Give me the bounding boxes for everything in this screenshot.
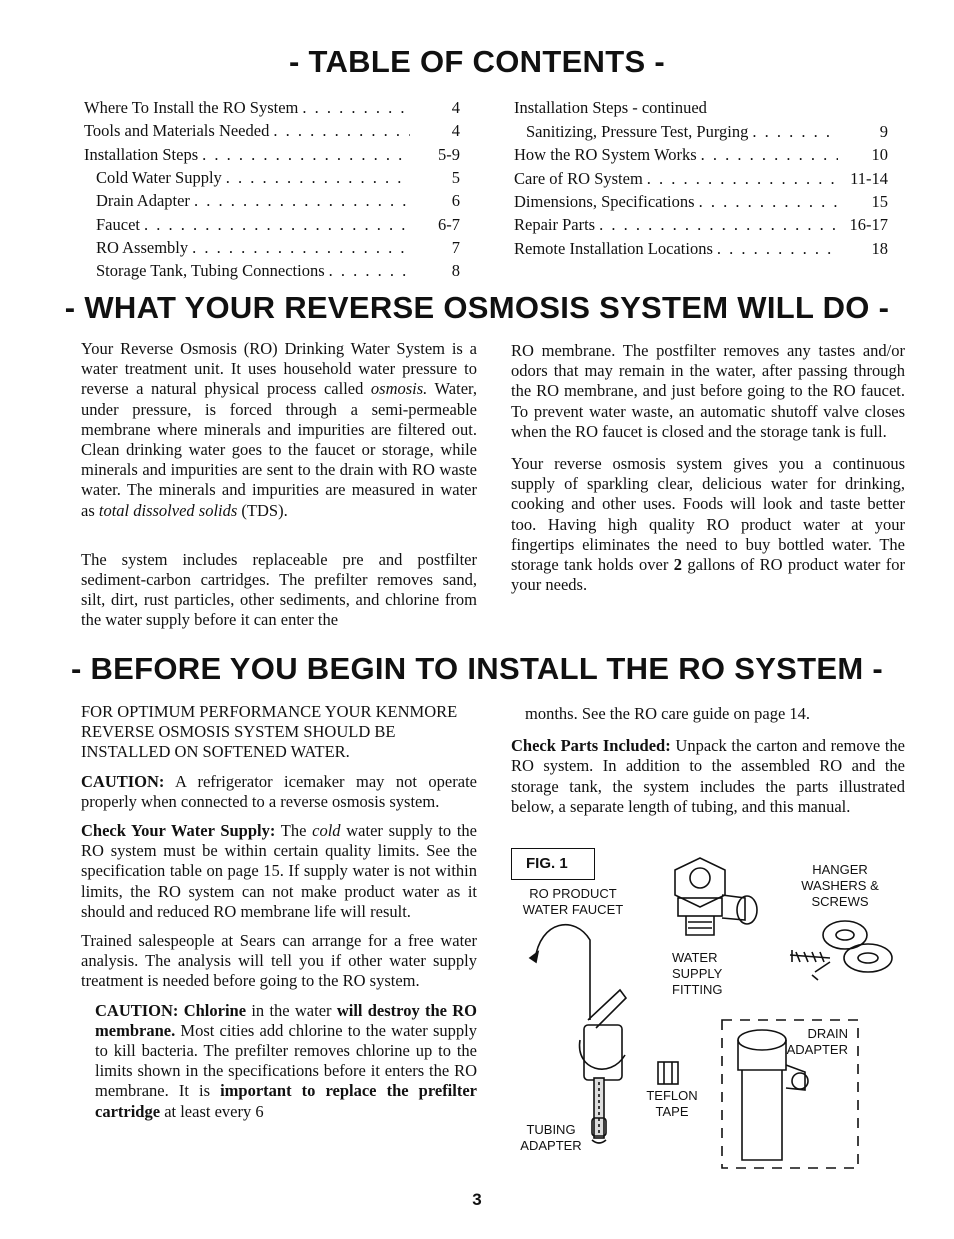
toc-entry-label: Faucet (96, 214, 140, 234)
before-paragraph-analysis: Trained salespeople at Sears can arrange for a free water analysis. The analysis will tell you if other water supply treatment is needed before going to the RO system. (81, 931, 477, 991)
toc-entry-label: Drain Adapter (96, 191, 190, 211)
toc-leader-dots (194, 189, 410, 212)
toc-entry-page: 6-7 (438, 214, 460, 234)
toc-leader-dots (599, 213, 838, 236)
toc-leader-dots (273, 119, 410, 142)
toc-entry-page: 18 (871, 238, 888, 258)
toc-leader-dots (699, 190, 838, 213)
before-paragraph-softened: FOR OPTIMUM PERFORMANCE YOUR KENMORE REVERSE OSMOSIS SYSTEM SHOULD BE INSTALLED ON SOFTENED WATER. (81, 702, 458, 762)
toc-entry-page: 16-17 (849, 215, 888, 235)
toc-entry-label: RO Assembly (96, 237, 189, 257)
toc-leader-dots (752, 120, 838, 143)
toc-entry-page: 4 (451, 121, 460, 141)
toc-entry-label: Sanitizing, Pressure Test, Purging (526, 122, 749, 141)
toc-entry (96, 236, 460, 259)
what-paragraph-4: Your reverse osmosis system gives you a continuous supply of sparkling clear, delicious water for drinking, cooking and other uses. Foods will look and taste better too. Having high quality RO product water at your fingertips eliminates the need to buy bottled water. The storage tank holds over 2 gallons of RO product water for your needs. (511, 454, 905, 595)
hanger-washers-screws-icon (790, 921, 892, 980)
toc-entry (96, 189, 460, 212)
toc-entry-label: Repair Parts (514, 215, 596, 235)
toc-entry-page: 5 (451, 167, 460, 187)
toc-right-header: Installation Steps - continued (514, 98, 707, 117)
toc-entry (514, 213, 888, 236)
label-tubing: TUBING ADAPTER (520, 1122, 582, 1153)
toc-entry (96, 259, 460, 282)
toc-entry-page: 10 (871, 145, 888, 165)
toc-entry (514, 167, 888, 190)
toc-entry-label: Cold Water Supply (96, 167, 222, 187)
drain-adapter-icon (722, 1020, 858, 1168)
toc-entry-page: 4 (451, 98, 460, 117)
toc-leader-dots (192, 236, 410, 259)
toc-entry-page: 6 (451, 191, 460, 211)
label-water-fitting: WATER SUPPLY FITTING (672, 950, 723, 997)
before-paragraph-check-parts: Check Parts Included: Unpack the carton and remove the RO system. In addition to the assembled RO and the storage tank, the system includes the parts illustrated below, a separate length of tubing, and this manual. (511, 736, 905, 816)
toc-entry (514, 190, 888, 213)
toc-heading: - TABLE OF CONTENTS - (289, 44, 665, 79)
label-hanger: HANGER WASHERS & SCREWS (801, 862, 879, 909)
before-paragraph-water-supply: Check Your Water Supply: The cold water supply to the RO system must be within certain quality limits. See the specification table on page 15. If supply water is not within limits, the RO system can not make product water as it should and reduced RO membrane life will result. (81, 821, 478, 921)
figure-title: FIG. 1 (526, 855, 568, 872)
toc-entry-page: 15 (871, 191, 888, 211)
label-drain: DRAIN ADAPTER (786, 1026, 848, 1057)
toc-entry-label: Installation Steps (84, 144, 199, 164)
toc-entry (514, 143, 888, 166)
before-paragraph-caution-icemaker: CAUTION: A refrigerator icemaker may not operate properly when connected to a reverse osmosis system. (81, 771, 477, 811)
before-heading: - BEFORE YOU BEGIN TO INSTALL THE RO SYSTEM - (70, 651, 884, 686)
toc-leader-dots (302, 96, 410, 119)
toc-leader-dots (329, 259, 410, 282)
toc-entry (84, 143, 460, 166)
what-left-column (81, 339, 477, 640)
toc-entry-label: How the RO System Works (514, 145, 697, 165)
toc-entry-page: 7 (451, 237, 460, 257)
before-paragraph-caution-chlorine: CAUTION: Chlorine in the water will destroy the RO membrane. Most cities add chlorine to the water supply to kill bacteria. The prefilter removes chlorine up to the limits shown in the specifications before it enters the RO membrane. It is important to replace the prefilter cartridge at least every 6 (95, 1000, 478, 1121)
water-supply-fitting-icon (675, 858, 757, 935)
toc-entry-label: Remote Installation Locations (514, 238, 713, 258)
toc-entry (526, 120, 888, 143)
before-right-column (511, 704, 905, 826)
toc-entry-page: 9 (879, 122, 888, 141)
toc-entry (96, 166, 460, 189)
toc-entry-label: Storage Tank, Tubing Connections (96, 261, 325, 281)
toc-entry (84, 96, 460, 119)
what-paragraph-1: Your Reverse Osmosis (RO) Drinking Water System is a water treatment unit. It uses household water pressure to reverse a natural physical process called osmosis. Water, under pressure, is forced through a semi-permeable membrane where minerals and impurities are filtered out. Clean drinking water goes to the faucet or storage, while minerals and impurities are sent to the drain with RO waste water. The minerals and impurities are measured in water as total dissolved solids (TDS). (81, 339, 477, 520)
before-paragraph-care-guide: months. See the RO care guide on page 14. (525, 704, 811, 723)
toc-leader-dots (717, 237, 838, 260)
toc-entry-label: Care of RO System (514, 168, 643, 188)
what-paragraph-3: RO membrane. The postfilter removes any tastes and/or odors that may remain in the water, after passing through the RO membrane, and just before going to the RO faucet. To prevent water waste, an automatic shutoff valve closes when the RO faucet is closed and the storage tank is full. (511, 341, 905, 441)
toc-leader-dots (647, 167, 838, 190)
faucet-icon (530, 925, 626, 1138)
teflon-tape-icon (658, 1062, 678, 1084)
toc-entry-label: Dimensions, Specifications (514, 191, 695, 211)
toc-entry (514, 237, 888, 260)
figure-illustration (500, 840, 920, 1180)
toc-entry-page: 11-14 (850, 168, 888, 188)
toc-leader-dots (202, 143, 410, 166)
label-teflon: TEFLON TAPE (646, 1088, 698, 1119)
what-paragraph-2: The system includes replaceable pre and postfilter sediment-carbon cartridges. The prefilter removes sand, silt, dirt, rust particles, other sediments, and chlorine from the water supply before it can enter the (81, 549, 477, 630)
toc-entry-page: 5-9 (438, 144, 460, 164)
page-number: 3 (472, 1190, 482, 1209)
toc-leader-dots (144, 213, 410, 236)
toc-entry (84, 119, 460, 142)
toc-entry-label: Where To Install the RO System (84, 98, 299, 117)
before-left-column (81, 702, 477, 1131)
toc-leader-dots (226, 166, 410, 189)
what-right-column (511, 341, 905, 604)
toc-entry-label: Tools and Materials Needed (84, 121, 270, 141)
toc-entry (96, 213, 460, 236)
what-heading: - WHAT YOUR REVERSE OSMOSIS SYSTEM WILL DO - (64, 290, 890, 325)
label-faucet: RO PRODUCT WATER FAUCET (522, 886, 624, 917)
toc-entry-page: 8 (451, 261, 460, 281)
toc-leader-dots (701, 143, 838, 166)
